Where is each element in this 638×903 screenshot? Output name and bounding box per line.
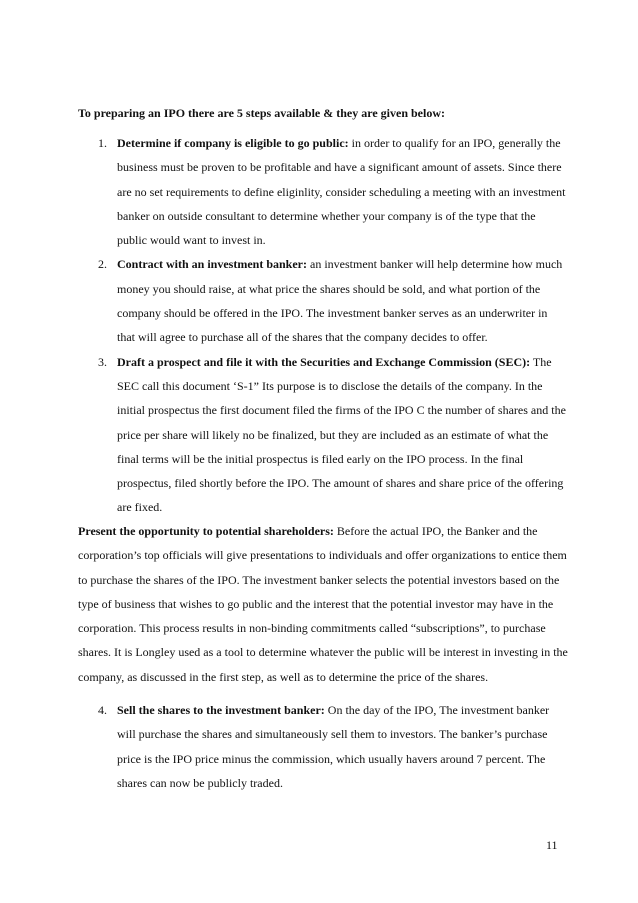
step-title: Sell the shares to the investment banker: [117,703,325,717]
step-title: Draft a prospect and file it with the Securities and Exchange Commission (SEC): [117,354,531,369]
steps-list-continued [78,698,568,795]
step-title: Contract with an investment banker: [117,257,307,272]
step-body: an investment banker will help determine how much money you should raise, at what price the shares should be sold, and what portion of the company should be offered in the IPO. The investment banker serves as an underwriter in that will agree to purchase all of the shares that the company decides to offer. [117,257,563,345]
step-title: Determine if company is eligible to go public: [117,136,349,150]
step-number: 1. [98,136,107,150]
step-body: The SEC call this document ‘S-1” Its purpose is to disclose the details of the company. In the initial prospectus the first document filed the firms of the IPO C the number of shares and the price per share will likely no be finalized, but they are included as an estimate of what the final terms will be the initial prospectus is filed early on the IPO process. In the final prospectus, filed shortly before the IPO. The amount of shares and share price of the offering are fixed. [117,354,566,515]
step-number: 4. [98,703,107,717]
page-number: 11 [546,838,558,852]
step-2 [78,252,568,349]
step-1 [78,131,568,252]
step-number: 3. [98,354,107,369]
step-3 [78,350,568,520]
present-paragraph [78,519,568,689]
step-body: in order to qualify for an IPO, generally the business must be proven to be profitable and have a significant amount of assets. Since there are no set requirements to define eliginlity, consider scheduling a meeting with an investment banker on outside consultant to determine whether your company is of the type that the public would want to invest in. [117,136,566,248]
section-heading: To preparing an IPO there are 5 steps available & they are given below: [78,106,445,120]
step-body: On the day of the IPO, The investment banker will purchase the shares and simultaneously sell them to investors. The banker’s purchase price is the IPO price minus the commission, which usually havers around 7 percent. The shares can now be publicly traded. [117,703,550,790]
step-4 [78,698,568,795]
paragraph-title: Present the opportunity to potential shareholders: [78,524,334,538]
paragraph-body: Before the actual IPO, the Banker and the corporation’s top officials will give presentations to individuals and offer organizations to entice them to purchase the shares of the IPO. The investment banker selects the potential investors based on the type of business that wishes to go public and the interest that the potential investor may have in the corporation. This process results in non-binding commitments called “subscriptions”, to purchase shares. It is Longley used as a tool to determine whatever the public will be interest in investing in the company, as discussed in the first step, as well as to determine the price of the shares. [78,524,568,684]
step-number: 2. [98,257,107,272]
steps-list [78,131,568,520]
